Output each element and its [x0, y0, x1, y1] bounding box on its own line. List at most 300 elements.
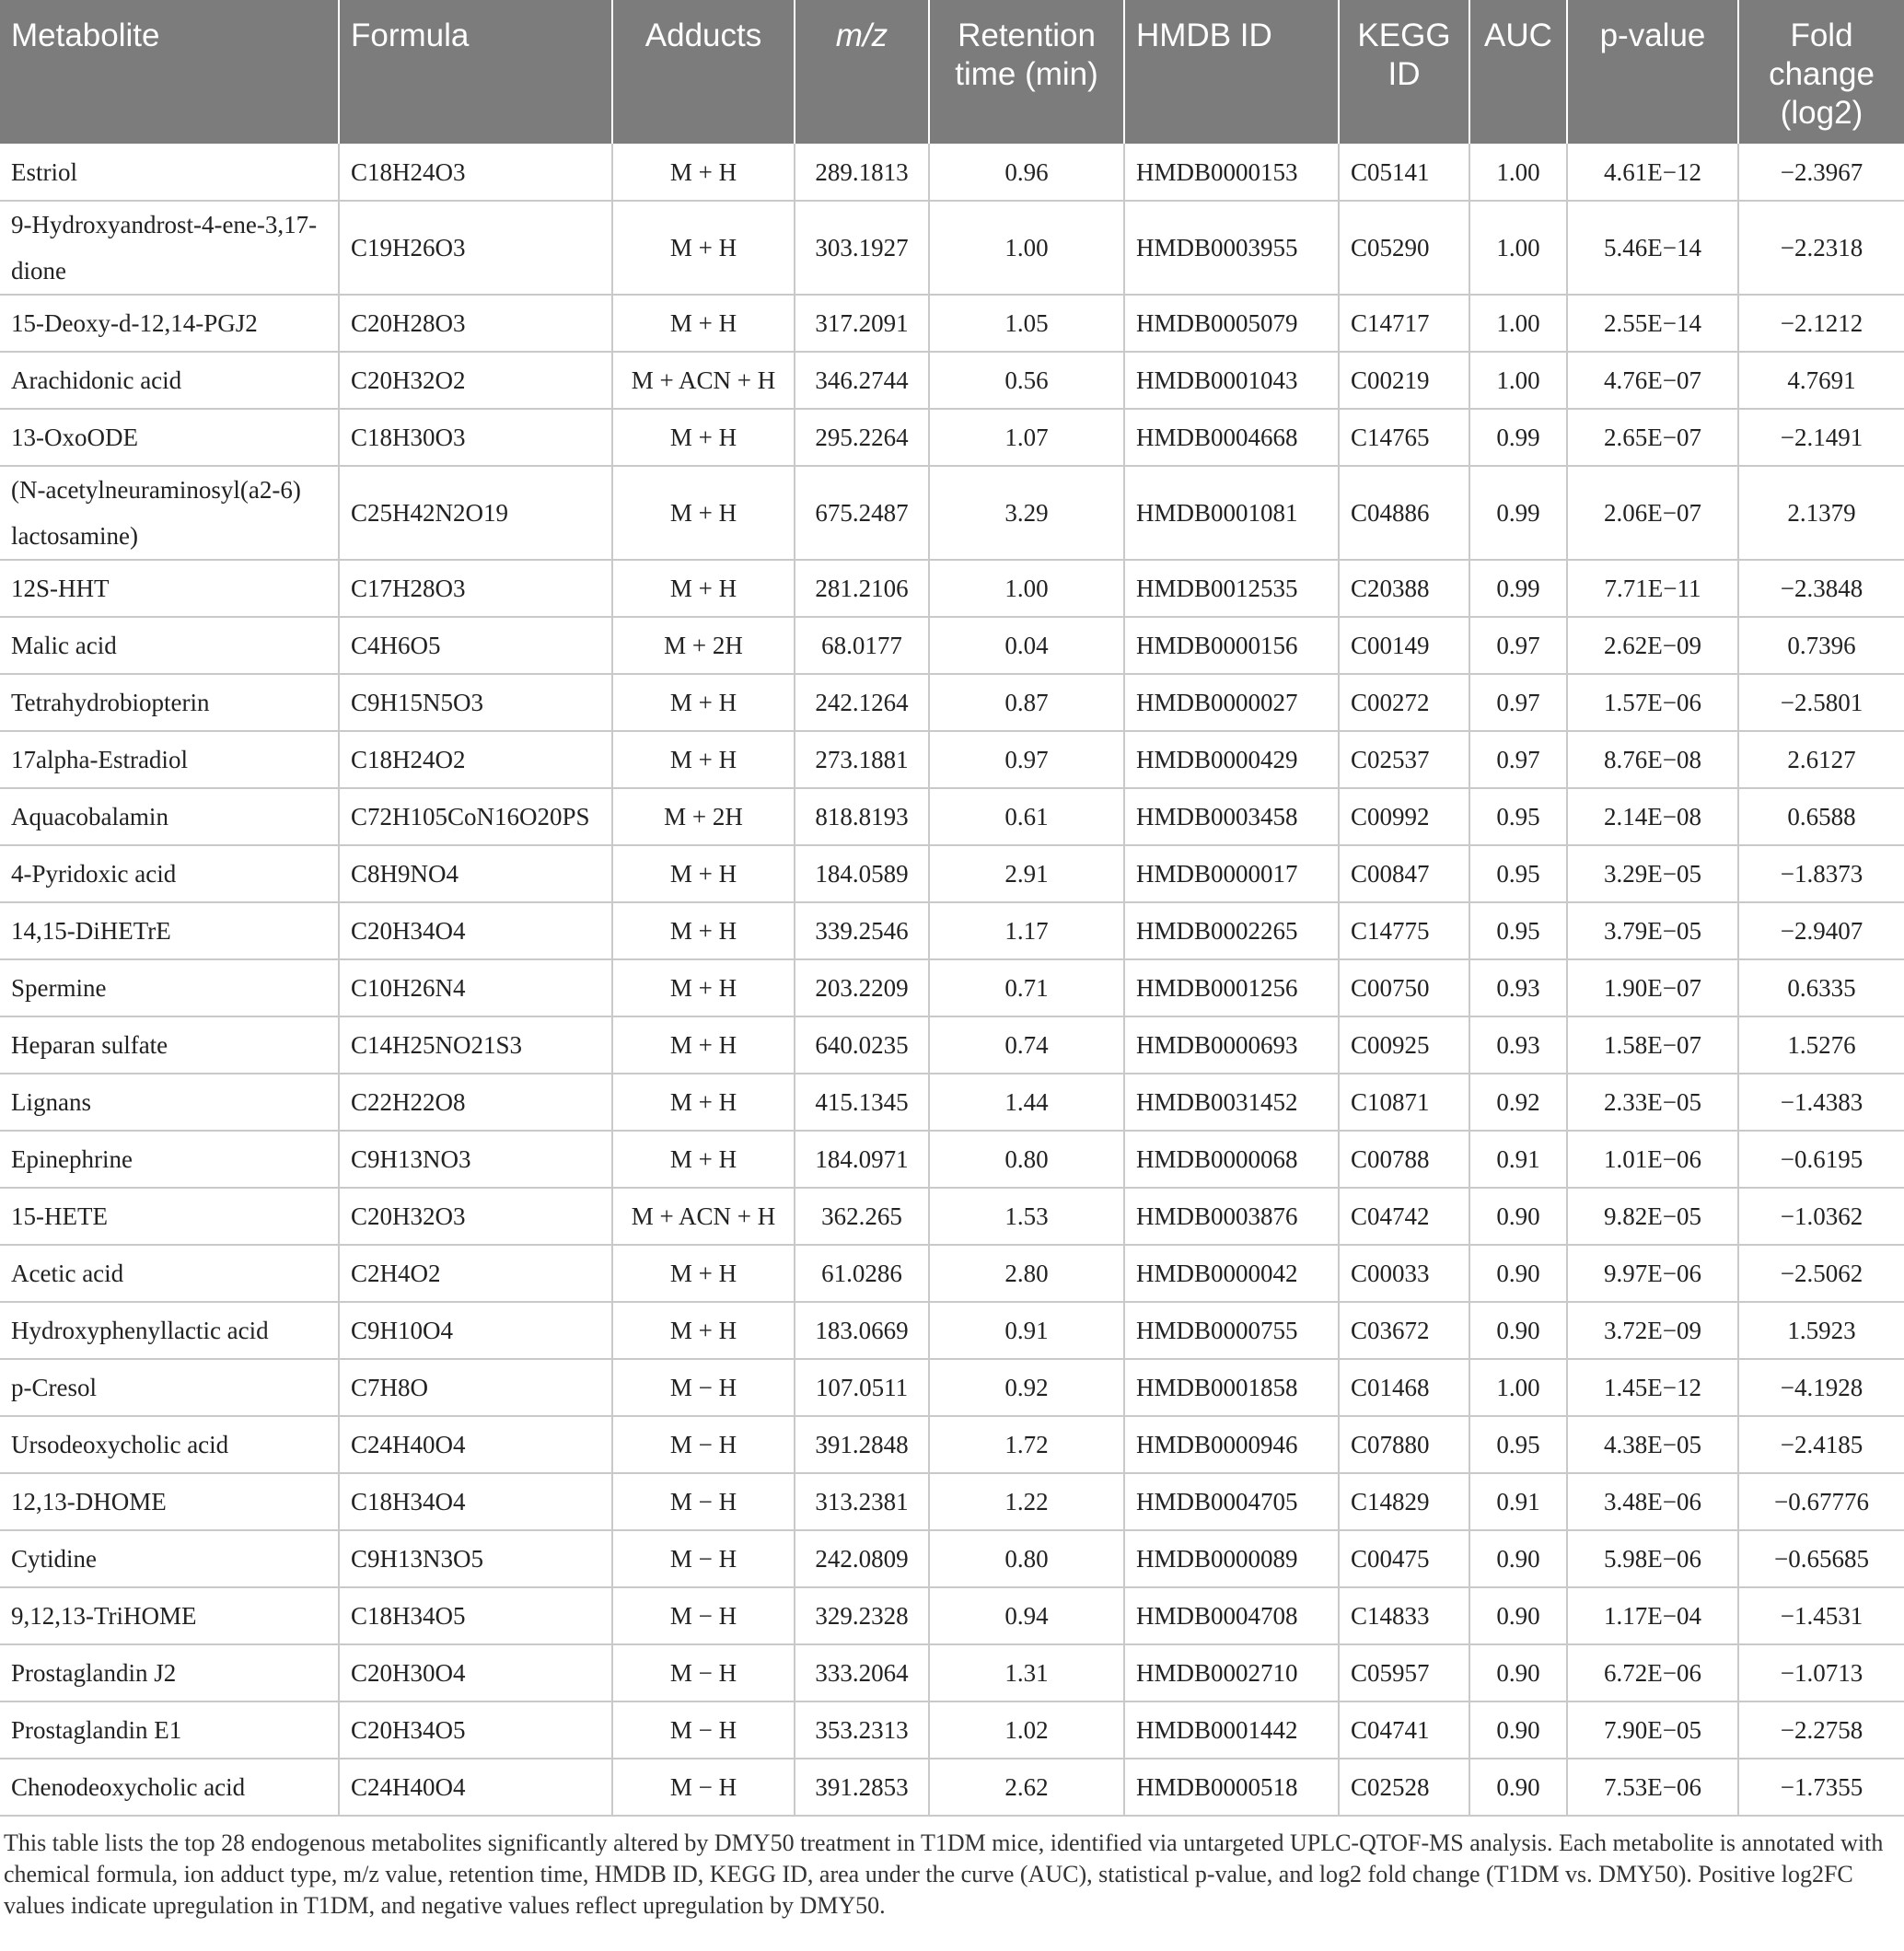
table-cell: 1.90E−07: [1567, 959, 1738, 1016]
table-cell: 0.91: [1469, 1473, 1567, 1530]
table-cell: C05957: [1339, 1644, 1469, 1701]
table-cell: 1.00: [1469, 201, 1567, 295]
table-cell: HMDB0001256: [1124, 959, 1339, 1016]
table-cell: 295.2264: [795, 409, 929, 466]
table-cell: Chenodeoxycholic acid: [0, 1759, 339, 1816]
table-cell: M + H: [612, 560, 795, 617]
table-cell: 7.53E−06: [1567, 1759, 1738, 1816]
table-cell: 183.0669: [795, 1302, 929, 1359]
table-cell: M + ACN + H: [612, 352, 795, 409]
table-cell: 1.57E−06: [1567, 674, 1738, 731]
table-cell: HMDB0000153: [1124, 144, 1339, 201]
table-cell: 3.29E−05: [1567, 845, 1738, 902]
table-cell: 0.04: [929, 617, 1124, 674]
table-cell: M + H: [612, 1245, 795, 1302]
table-cell: 2.62: [929, 1759, 1124, 1816]
table-row: [0, 409, 1904, 466]
table-cell: C17H28O3: [339, 560, 612, 617]
table-cell: 14,15-DiHETrE: [0, 902, 339, 959]
table-header: [0, 0, 1904, 144]
table-cell: 313.2381: [795, 1473, 929, 1530]
table-row: [0, 1530, 1904, 1587]
table-cell: C00475: [1339, 1530, 1469, 1587]
column-header: Fold change (log2): [1738, 0, 1904, 144]
table-row: [0, 1644, 1904, 1701]
table-cell: 346.2744: [795, 352, 929, 409]
table-cell: HMDB0002710: [1124, 1644, 1339, 1701]
table-cell: 273.1881: [795, 731, 929, 788]
table-cell: −1.7355: [1738, 1759, 1904, 1816]
table-cell: 0.71: [929, 959, 1124, 1016]
table-cell: −2.1212: [1738, 295, 1904, 352]
table-cell: M − H: [612, 1473, 795, 1530]
table-cell: 0.96: [929, 144, 1124, 201]
table-cell: C20H30O4: [339, 1644, 612, 1701]
table-cell: 0.97: [1469, 731, 1567, 788]
table-cell: HMDB0001858: [1124, 1359, 1339, 1416]
table-cell: C18H24O3: [339, 144, 612, 201]
table-cell: C22H22O8: [339, 1074, 612, 1131]
table-cell: HMDB0000755: [1124, 1302, 1339, 1359]
table-cell: M + H: [612, 959, 795, 1016]
table-cell: 0.93: [1469, 1016, 1567, 1074]
table-cell: 353.2313: [795, 1701, 929, 1759]
table-cell: HMDB0004705: [1124, 1473, 1339, 1530]
table-cell: 0.95: [1469, 1416, 1567, 1473]
table-cell: 107.0511: [795, 1359, 929, 1416]
table-cell: HMDB0001442: [1124, 1701, 1339, 1759]
table-cell: −4.1928: [1738, 1359, 1904, 1416]
table-cell: C4H6O5: [339, 617, 612, 674]
table-cell: M + H: [612, 144, 795, 201]
table-cell: 15-Deoxy-d-12,14-PGJ2: [0, 295, 339, 352]
table-cell: C14829: [1339, 1473, 1469, 1530]
table-row: [0, 788, 1904, 845]
table-cell: −2.9407: [1738, 902, 1904, 959]
table-cell: HMDB0003458: [1124, 788, 1339, 845]
table-cell: 4.38E−05: [1567, 1416, 1738, 1473]
table-cell: C2H4O2: [339, 1245, 612, 1302]
table-cell: C14H25NO21S3: [339, 1016, 612, 1074]
table-row: [0, 1016, 1904, 1074]
table-cell: 242.1264: [795, 674, 929, 731]
table-cell: 1.22: [929, 1473, 1124, 1530]
table-cell: 415.1345: [795, 1074, 929, 1131]
table-cell: C02537: [1339, 731, 1469, 788]
table-cell: Acetic acid: [0, 1245, 339, 1302]
column-header: Metabolite: [0, 0, 339, 144]
table-row: [0, 959, 1904, 1016]
table-cell: 15-HETE: [0, 1188, 339, 1245]
table-cell: C04886: [1339, 466, 1469, 560]
table-cell: −2.1491: [1738, 409, 1904, 466]
table-cell: Cytidine: [0, 1530, 339, 1587]
table-cell: 61.0286: [795, 1245, 929, 1302]
table-cell: 0.91: [1469, 1131, 1567, 1188]
table-cell: 2.33E−05: [1567, 1074, 1738, 1131]
table-cell: C00272: [1339, 674, 1469, 731]
table-row: [0, 1188, 1904, 1245]
table-cell: 0.99: [1469, 409, 1567, 466]
table-cell: C00847: [1339, 845, 1469, 902]
table-cell: 1.07: [929, 409, 1124, 466]
table-cell: 1.00: [929, 560, 1124, 617]
table-cell: C20H32O2: [339, 352, 612, 409]
table-row: [0, 845, 1904, 902]
table-cell: C00925: [1339, 1016, 1469, 1074]
table-cell: 0.97: [1469, 674, 1567, 731]
column-header: Formula: [339, 0, 612, 144]
table-row: [0, 1759, 1904, 1816]
table-cell: C7H8O: [339, 1359, 612, 1416]
table-row: [0, 1245, 1904, 1302]
table-cell: C20388: [1339, 560, 1469, 617]
table-cell: C18H34O5: [339, 1587, 612, 1644]
table-cell: C20H34O5: [339, 1701, 612, 1759]
table-cell: Hydroxyphenyllactic acid: [0, 1302, 339, 1359]
table-cell: −0.6195: [1738, 1131, 1904, 1188]
table-cell: 0.6335: [1738, 959, 1904, 1016]
table-cell: C04741: [1339, 1701, 1469, 1759]
table-cell: C9H15N5O3: [339, 674, 612, 731]
table-cell: HMDB0000027: [1124, 674, 1339, 731]
header-row: [0, 0, 1904, 144]
table-cell: −1.8373: [1738, 845, 1904, 902]
table-cell: C14765: [1339, 409, 1469, 466]
table-cell: Epinephrine: [0, 1131, 339, 1188]
table-cell: 0.87: [929, 674, 1124, 731]
table-cell: C8H9NO4: [339, 845, 612, 902]
table-row: [0, 201, 1904, 295]
table-cell: C19H26O3: [339, 201, 612, 295]
table-cell: −1.0713: [1738, 1644, 1904, 1701]
table-cell: HMDB0000156: [1124, 617, 1339, 674]
table-cell: 1.72: [929, 1416, 1124, 1473]
table-cell: Prostaglandin J2: [0, 1644, 339, 1701]
table-cell: HMDB0002265: [1124, 902, 1339, 959]
table-cell: Prostaglandin E1: [0, 1701, 339, 1759]
table-cell: 12S-HHT: [0, 560, 339, 617]
table-cell: 0.80: [929, 1131, 1124, 1188]
table-cell: 1.01E−06: [1567, 1131, 1738, 1188]
table-cell: 4.61E−12: [1567, 144, 1738, 201]
table-cell: 675.2487: [795, 466, 929, 560]
table-cell: C10871: [1339, 1074, 1469, 1131]
table-cell: HMDB0000068: [1124, 1131, 1339, 1188]
table-cell: −2.3967: [1738, 144, 1904, 201]
table-cell: M + H: [612, 466, 795, 560]
table-cell: C05141: [1339, 144, 1469, 201]
table-cell: 1.00: [1469, 352, 1567, 409]
table-cell: 0.90: [1469, 1530, 1567, 1587]
table-cell: 0.90: [1469, 1587, 1567, 1644]
table-row: [0, 1359, 1904, 1416]
table-cell: 1.05: [929, 295, 1124, 352]
table-row: [0, 731, 1904, 788]
table-cell: 5.98E−06: [1567, 1530, 1738, 1587]
table-cell: M + H: [612, 1074, 795, 1131]
table-cell: M + ACN + H: [612, 1188, 795, 1245]
table-cell: C10H26N4: [339, 959, 612, 1016]
table-row: [0, 1416, 1904, 1473]
table-cell: M + 2H: [612, 617, 795, 674]
table-cell: C00750: [1339, 959, 1469, 1016]
table-cell: C00149: [1339, 617, 1469, 674]
table-cell: 1.45E−12: [1567, 1359, 1738, 1416]
table-cell: 0.97: [929, 731, 1124, 788]
table-cell: 1.5923: [1738, 1302, 1904, 1359]
table-cell: M + H: [612, 902, 795, 959]
table-cell: 1.44: [929, 1074, 1124, 1131]
table-cell: (N-acetylneuraminosyl(a2-6) lactosamine): [0, 466, 339, 560]
table-cell: C00788: [1339, 1131, 1469, 1188]
table-cell: C9H10O4: [339, 1302, 612, 1359]
table-cell: 0.7396: [1738, 617, 1904, 674]
table-cell: M − H: [612, 1759, 795, 1816]
table-cell: Ursodeoxycholic acid: [0, 1416, 339, 1473]
table-cell: C14717: [1339, 295, 1469, 352]
table-cell: C00219: [1339, 352, 1469, 409]
table-row: [0, 352, 1904, 409]
table-row: [0, 617, 1904, 674]
table-cell: HMDB0004708: [1124, 1587, 1339, 1644]
table-cell: 0.92: [1469, 1074, 1567, 1131]
table-cell: 0.94: [929, 1587, 1124, 1644]
table-cell: 2.55E−14: [1567, 295, 1738, 352]
table-cell: M + H: [612, 201, 795, 295]
table-cell: C24H40O4: [339, 1416, 612, 1473]
table-cell: 0.95: [1469, 902, 1567, 959]
table-cell: C72H105CoN16O20PS: [339, 788, 612, 845]
table-cell: 68.0177: [795, 617, 929, 674]
table-cell: −1.4531: [1738, 1587, 1904, 1644]
table-cell: HMDB0000693: [1124, 1016, 1339, 1074]
table-cell: M + H: [612, 1302, 795, 1359]
table-row: [0, 295, 1904, 352]
table-cell: HMDB0000518: [1124, 1759, 1339, 1816]
table-cell: 9.82E−05: [1567, 1188, 1738, 1245]
table-cell: HMDB0000429: [1124, 731, 1339, 788]
table-cell: HMDB0012535: [1124, 560, 1339, 617]
table-cell: 2.14E−08: [1567, 788, 1738, 845]
table-cell: −2.2318: [1738, 201, 1904, 295]
table-cell: M + H: [612, 674, 795, 731]
table-cell: 9.97E−06: [1567, 1245, 1738, 1302]
table-cell: 1.53: [929, 1188, 1124, 1245]
table-cell: 0.95: [1469, 788, 1567, 845]
table-cell: 391.2848: [795, 1416, 929, 1473]
table-cell: 0.92: [929, 1359, 1124, 1416]
table-cell: −2.5801: [1738, 674, 1904, 731]
table-cell: Heparan sulfate: [0, 1016, 339, 1074]
table-body: [0, 144, 1904, 1816]
table-cell: 818.8193: [795, 788, 929, 845]
table-cell: 2.06E−07: [1567, 466, 1738, 560]
table-cell: M + H: [612, 1131, 795, 1188]
table-cell: 12,13-DHOME: [0, 1473, 339, 1530]
column-header: KEGG ID: [1339, 0, 1469, 144]
table-cell: C00992: [1339, 788, 1469, 845]
table-row: [0, 1131, 1904, 1188]
table-row: [0, 466, 1904, 560]
table-cell: 0.97: [1469, 617, 1567, 674]
table-cell: 4-Pyridoxic acid: [0, 845, 339, 902]
table-cell: 203.2209: [795, 959, 929, 1016]
table-cell: C25H42N2O19: [339, 466, 612, 560]
table-cell: 9-Hydroxyandrost-4-ene-3,17-dione: [0, 201, 339, 295]
column-header: Retention time (min): [929, 0, 1124, 144]
table-cell: C24H40O4: [339, 1759, 612, 1816]
table-cell: M − H: [612, 1359, 795, 1416]
table-cell: Aquacobalamin: [0, 788, 339, 845]
table-cell: Arachidonic acid: [0, 352, 339, 409]
table-cell: 242.0809: [795, 1530, 929, 1587]
table-cell: 0.90: [1469, 1188, 1567, 1245]
table-cell: −0.67776: [1738, 1473, 1904, 1530]
table-cell: 2.80: [929, 1245, 1124, 1302]
table-cell: 1.02: [929, 1701, 1124, 1759]
table-row: [0, 674, 1904, 731]
table-cell: C20H34O4: [339, 902, 612, 959]
table-cell: 3.29: [929, 466, 1124, 560]
table-cell: M + H: [612, 295, 795, 352]
table-cell: 391.2853: [795, 1759, 929, 1816]
table-cell: 1.00: [1469, 295, 1567, 352]
column-header: Adducts: [612, 0, 795, 144]
table-cell: 3.72E−09: [1567, 1302, 1738, 1359]
table-cell: 184.0971: [795, 1131, 929, 1188]
table-cell: 0.6588: [1738, 788, 1904, 845]
table-cell: 9,12,13-TriHOME: [0, 1587, 339, 1644]
table-cell: 2.91: [929, 845, 1124, 902]
table-cell: 0.74: [929, 1016, 1124, 1074]
table-cell: Estriol: [0, 144, 339, 201]
table-cell: 0.99: [1469, 466, 1567, 560]
table-cell: M − H: [612, 1701, 795, 1759]
table-cell: C04742: [1339, 1188, 1469, 1245]
column-header: m/z: [795, 0, 929, 144]
table-cell: C20H32O3: [339, 1188, 612, 1245]
table-cell: 640.0235: [795, 1016, 929, 1074]
table-cell: M − H: [612, 1530, 795, 1587]
table-cell: 281.2106: [795, 560, 929, 617]
table-cell: M + 2H: [612, 788, 795, 845]
table-cell: 3.48E−06: [1567, 1473, 1738, 1530]
table-cell: 17alpha-Estradiol: [0, 731, 339, 788]
table-cell: 1.00: [1469, 144, 1567, 201]
table-cell: HMDB0031452: [1124, 1074, 1339, 1131]
column-header: AUC: [1469, 0, 1567, 144]
table-cell: C00033: [1339, 1245, 1469, 1302]
table-cell: 184.0589: [795, 845, 929, 902]
table-cell: M − H: [612, 1587, 795, 1644]
table-cell: 4.7691: [1738, 352, 1904, 409]
table-cell: −0.65685: [1738, 1530, 1904, 1587]
table-cell: 1.58E−07: [1567, 1016, 1738, 1074]
table-cell: 0.93: [1469, 959, 1567, 1016]
table-cell: −2.2758: [1738, 1701, 1904, 1759]
table-cell: 6.72E−06: [1567, 1644, 1738, 1701]
table-row: [0, 1473, 1904, 1530]
table-row: [0, 902, 1904, 959]
table-cell: 317.2091: [795, 295, 929, 352]
table-cell: 5.46E−14: [1567, 201, 1738, 295]
table-row: [0, 560, 1904, 617]
table-cell: C02528: [1339, 1759, 1469, 1816]
table-cell: 362.265: [795, 1188, 929, 1245]
table-cell: HMDB0001081: [1124, 466, 1339, 560]
table-cell: HMDB0003876: [1124, 1188, 1339, 1245]
table-cell: 329.2328: [795, 1587, 929, 1644]
table-cell: M + H: [612, 409, 795, 466]
table-cell: 1.17: [929, 902, 1124, 959]
table-cell: C18H24O2: [339, 731, 612, 788]
table-cell: Spermine: [0, 959, 339, 1016]
table-cell: C07880: [1339, 1416, 1469, 1473]
table-cell: 2.62E−09: [1567, 617, 1738, 674]
table-cell: 333.2064: [795, 1644, 929, 1701]
table-cell: 289.1813: [795, 144, 929, 201]
table-cell: C14775: [1339, 902, 1469, 959]
table-cell: 0.90: [1469, 1701, 1567, 1759]
table-cell: 0.91: [929, 1302, 1124, 1359]
table-cell: 0.61: [929, 788, 1124, 845]
table-cell: 303.1927: [795, 201, 929, 295]
table-cell: 13-OxoODE: [0, 409, 339, 466]
table-cell: −1.4383: [1738, 1074, 1904, 1131]
table-row: [0, 1074, 1904, 1131]
table-cell: 1.00: [1469, 1359, 1567, 1416]
table-cell: 339.2546: [795, 902, 929, 959]
table-cell: C20H28O3: [339, 295, 612, 352]
table-cell: M + H: [612, 1016, 795, 1074]
table-cell: 0.90: [1469, 1759, 1567, 1816]
table-cell: Lignans: [0, 1074, 339, 1131]
table-cell: 1.31: [929, 1644, 1124, 1701]
table-cell: 1.5276: [1738, 1016, 1904, 1074]
table-cell: C18H30O3: [339, 409, 612, 466]
table-cell: 0.80: [929, 1530, 1124, 1587]
table-cell: HMDB0003955: [1124, 201, 1339, 295]
table-cell: −1.0362: [1738, 1188, 1904, 1245]
table-cell: 0.56: [929, 352, 1124, 409]
table-cell: M + H: [612, 731, 795, 788]
table-cell: 8.76E−08: [1567, 731, 1738, 788]
table-cell: C03672: [1339, 1302, 1469, 1359]
table-cell: Malic acid: [0, 617, 339, 674]
table-cell: HMDB0004668: [1124, 409, 1339, 466]
table-cell: 0.90: [1469, 1644, 1567, 1701]
column-header: p-value: [1567, 0, 1738, 144]
table-cell: 3.79E−05: [1567, 902, 1738, 959]
table-cell: 0.99: [1469, 560, 1567, 617]
table-cell: 0.90: [1469, 1245, 1567, 1302]
table-row: [0, 1587, 1904, 1644]
table-cell: 0.95: [1469, 845, 1567, 902]
table-cell: 1.17E−04: [1567, 1587, 1738, 1644]
table-cell: −2.5062: [1738, 1245, 1904, 1302]
table-cell: C9H13N3O5: [339, 1530, 612, 1587]
table-cell: C05290: [1339, 201, 1469, 295]
table-cell: −2.4185: [1738, 1416, 1904, 1473]
table-cell: 2.65E−07: [1567, 409, 1738, 466]
table-cell: 0.90: [1469, 1302, 1567, 1359]
table-cell: 4.76E−07: [1567, 352, 1738, 409]
table-cell: HMDB0000089: [1124, 1530, 1339, 1587]
table-cell: 2.6127: [1738, 731, 1904, 788]
table-cell: 2.1379: [1738, 466, 1904, 560]
table-cell: −2.3848: [1738, 560, 1904, 617]
